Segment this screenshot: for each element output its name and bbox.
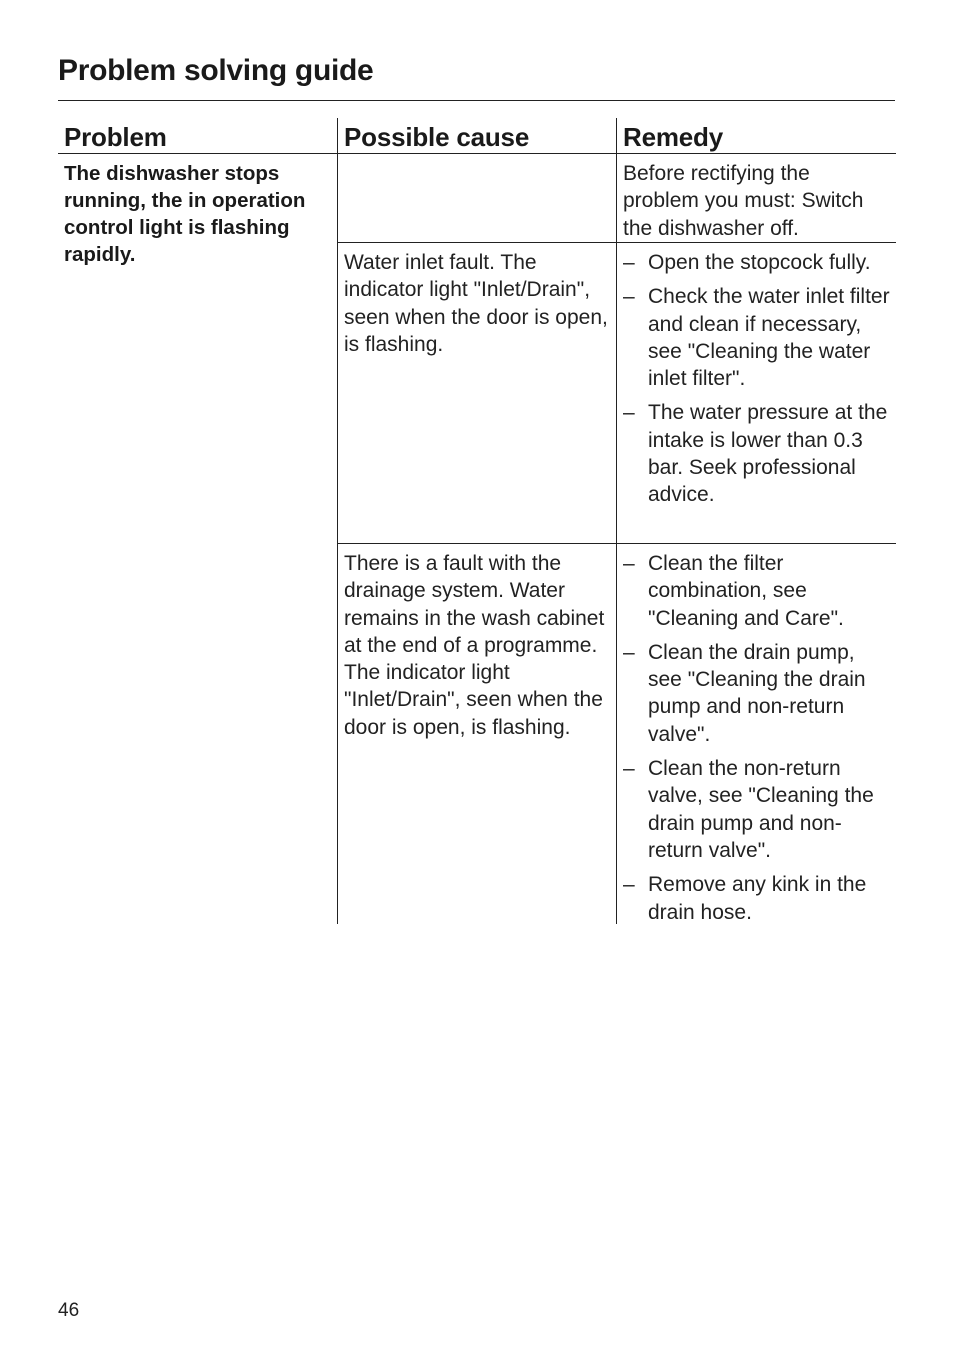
dash-bullet: – [623,285,635,309]
cause-cell: Water inlet fault. The indicator light "Inlet/Drain", seen when the door is open, is flashing. [337,243,616,543]
problem-table [58,118,896,924]
list-item [623,249,890,276]
remedy-item-text: Clean the drain pump, see "Cleaning the drain pump and non-return valve". [648,640,866,746]
dash-bullet: – [623,640,635,664]
table-row [58,154,896,924]
list-item [623,755,890,864]
remedy-item-text: Open the stopcock fully. [648,251,871,274]
column-header-cause: Possible cause [337,118,616,153]
table-header [58,118,896,154]
cause-remedy-group [337,154,896,924]
remedy-cell [616,544,896,924]
dash-bullet: – [623,251,635,274]
remedy-item-text: Check the water inlet filter and clean if necessary, see "Cleaning the water inlet filter". [648,285,890,391]
list-item [623,283,890,392]
dash-bullet: – [623,757,635,781]
column-header-remedy: Remedy [616,118,896,153]
dash-bullet: – [623,401,635,425]
remedy-list [623,550,890,926]
column-header-problem: Problem [64,122,167,152]
list-item [623,550,890,632]
list-item [623,871,890,926]
remedy-item-text: Clean the non-return valve, see "Cleaning the drain pump and non-return valve". [648,757,874,862]
remedy-cell [616,243,896,543]
page-title: Problem solving guide [58,54,374,87]
list-item [623,399,890,508]
cause-cell [337,154,616,242]
remedy-cell [616,154,896,242]
cause-row [337,243,896,544]
remedy-item-text: Clean the filter combination, see "Cleaning and Care". [648,552,844,630]
cause-cell: There is a fault with the drainage system. Water remains in the wash cabinet at the end of a programme. The indicator light "Inlet/Drain", seen when the door is open, is flashing. [337,544,616,924]
list-item [623,639,890,748]
page-number: 46 [58,1300,80,1321]
remedy-item-text: The water pressure at the intake is lower than 0.3 bar. Seek professional advice. [648,401,888,507]
problem-cell: The dishwasher stops running, the in operation control light is flashing rapidly. [64,162,306,266]
dash-bullet: – [623,552,635,575]
dash-bullet: – [623,873,635,897]
cause-row [337,544,896,924]
remedy-item-text: Remove any kink in the drain hose. [648,873,867,924]
remedy-list [623,249,890,509]
cause-row [337,154,896,243]
remedy-text: Before rectifying the problem you must: Switch the dishwasher off. [623,162,864,240]
title-divider [58,100,895,101]
